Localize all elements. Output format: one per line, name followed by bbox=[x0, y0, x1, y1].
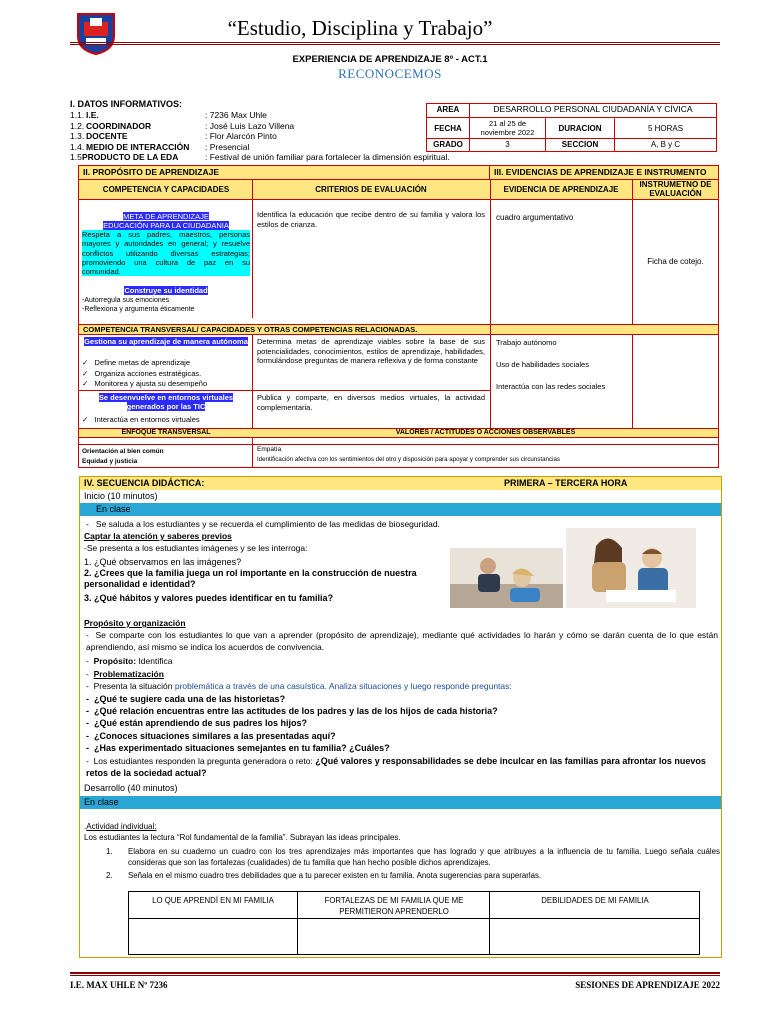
enfoque-1: Orientación al bien común bbox=[82, 448, 164, 455]
enfoque-col1: ENFOQUE TRANSVERSAL bbox=[121, 429, 211, 436]
list-item: ✓ Monitorea y ajusta su desempeño bbox=[82, 379, 208, 388]
comp1-title-wrap bbox=[82, 337, 250, 346]
list-item: - ¿Has experimentado situaciones semejantes en tu familia? ¿Cuáles? bbox=[86, 742, 390, 753]
question-3: 3. ¿Qué hábitos y valores puedes identificar en tu familia? bbox=[84, 593, 334, 603]
list-item: - ¿Qué te sugiere cada una de las historietas? bbox=[86, 694, 286, 704]
table-col-fortalezas: FORTALEZAS DE MI FAMILIA QUE ME PERMITIERON APRENDERLO bbox=[324, 896, 464, 916]
captar-heading: Captar la atención y saberes previos bbox=[84, 531, 232, 541]
list-item: - ¿Qué relación encuentras entre las actitudes de los padres y las de los hijos de cada historia? bbox=[86, 706, 498, 717]
datos-num: 1.5 bbox=[70, 152, 82, 163]
capacidad-1: -Autorregula sus emociones bbox=[82, 297, 170, 304]
secuencia-header bbox=[80, 477, 721, 490]
pregunta-label: ¿Qué relación encuentras entre las actitudes de los padres y las de los hijos de cada historia? bbox=[94, 706, 498, 717]
list-item-label: Monitorea y ajusta su desempeño bbox=[94, 379, 208, 388]
comp2-criterio: Publica y comparte, en diversos medios virtuales, la actividad complementaria. bbox=[257, 393, 485, 412]
pregunta-label: ¿Has experimentado situaciones semejantes en tu familia? ¿Cuáles? bbox=[94, 742, 390, 753]
situacion-text: - Presenta la situación problemática a través de una casuística. Analiza situaciones y luego responde preguntas: bbox=[86, 681, 512, 691]
secuencia-hora: PRIMERA – TERCERA HORA bbox=[504, 478, 628, 488]
paso-2 bbox=[84, 870, 720, 881]
evidencia-item: Interactúa con las redes sociales bbox=[496, 382, 606, 391]
school-logo bbox=[74, 10, 118, 56]
datos-num: 1.3. bbox=[70, 131, 85, 142]
experience-title: EXPERIENCIA DE APRENDIZAJE 8º - ACT.1 bbox=[292, 54, 488, 65]
transversal-header bbox=[79, 324, 490, 335]
en-clase-label: En clase bbox=[96, 504, 131, 514]
paso-1-text: Elabora en su cuaderno un cuadro con los tres aprendizajes más importantes que has logrado y que atribuyes a la influencia de tu familia. Luego señala cuáles consideras que son las fortalezas (cualidades) de tu familia que han hecho posible dichos aprendizajes. bbox=[128, 847, 720, 867]
proposito-section-header bbox=[79, 166, 490, 179]
header-rule bbox=[70, 42, 720, 45]
seccion-value: A, B y C bbox=[614, 138, 717, 152]
duracion-value: 5 HORAS bbox=[614, 117, 717, 139]
comp2-list bbox=[82, 415, 250, 425]
divider bbox=[128, 918, 700, 919]
datos-value: : Festival de unión familiar para fortalecer la dimensión espiritual. bbox=[205, 152, 450, 163]
capacidad-2: -Reflexiona y argumenta éticamente bbox=[82, 306, 195, 313]
problematizacion-line: - Problematización bbox=[86, 669, 164, 679]
meta-text: Respeta a sus padres, maestros, personas mayores y autoridades en general; y resuelve conflictos utilizando diversas estrategias; promoviendo una cultura de paz en su comunidad. bbox=[82, 230, 250, 277]
saludo-text: - Se saluda a los estudiantes y se recuerda el cumplimiento de las medidas de bioseguridad. bbox=[86, 519, 440, 529]
table-col-aprendi: LO QUE APRENDÍ EN MI FAMILIA bbox=[152, 896, 274, 905]
actividad-heading: .Actividad individual: bbox=[84, 822, 157, 831]
family-photo-1 bbox=[450, 548, 563, 608]
pregunta-label: ¿Qué están aprendiendo de sus padres los hijos? bbox=[94, 718, 308, 729]
family-photo-2 bbox=[566, 528, 696, 608]
datos-value: : José Luis Lazo Villena bbox=[205, 120, 295, 131]
datos-row bbox=[70, 152, 490, 163]
divider bbox=[490, 179, 491, 429]
proposito-section-label: II. PROPÓSITO DE APRENDIZAJE bbox=[83, 167, 220, 177]
proposito-text: - Se comparte con los estudiantes lo que van a aprender (propósito de aprendizaje), mediante qué actividades lo harán y cómo se darán cuenta de lo que están aprendiendo, así mismo se indica los acuerdos de convivencia. bbox=[86, 630, 718, 652]
instrumento-text: Ficha de cotejo. bbox=[647, 257, 704, 266]
paso-number: 1. bbox=[106, 847, 113, 856]
datos-num: 1.1. bbox=[70, 110, 85, 120]
pregunta-label: ¿Conoces situaciones similares a las presentadas aquí? bbox=[94, 730, 336, 741]
evidencias-section-label: III. EVIDENCIAS DE APRENDIZAJE E INSTRUMENTO bbox=[494, 167, 707, 177]
fecha-value: 21 al 25 de noviembre 2022 bbox=[469, 117, 546, 139]
list-item-label: Define metas de aprendizaje bbox=[94, 358, 191, 367]
meta-label: META DE APRENDIZAJE bbox=[123, 212, 209, 221]
divider bbox=[489, 891, 490, 955]
comp1-title: Gestiona su aprendizaje de manera autónoma bbox=[84, 337, 248, 346]
area-value: DESARROLLO PERSONAL CIUDADANÍA Y CÍVICA bbox=[469, 103, 717, 118]
en-clase-bar-2 bbox=[80, 796, 721, 809]
transversal-header-fill bbox=[491, 324, 718, 335]
list-item: ✓ Organiza acciones estratégicas. bbox=[82, 368, 202, 378]
presenta-text: -Se presenta a los estudiantes imágenes y se les interroga: bbox=[84, 543, 308, 553]
competencia-label-wrap bbox=[82, 286, 250, 295]
list-item-label: Interactúa en entornos virtuales bbox=[94, 415, 200, 424]
valor-text: Empatía bbox=[257, 446, 282, 453]
footer-rule bbox=[70, 972, 720, 976]
evidencia-item: Uso de habilidades sociales bbox=[496, 360, 589, 369]
duracion-label: DURACION bbox=[545, 117, 615, 139]
proposito-text-label: Se comparte con los estudiantes lo que van a aprender (propósito de aprendizaje), mediante qué actividades lo harán y cómo se darán cuenta de lo que están aprendiendo, así mismo se indica los acuerdos de convivencia. bbox=[86, 630, 718, 652]
pregunta-label: ¿Qué te sugiere cada una de las historietas? bbox=[94, 694, 286, 704]
evidencia-text: cuadro argumentativo bbox=[496, 213, 574, 222]
proposito-line: - Propósito: Identifica bbox=[86, 656, 173, 666]
question-2: 2. ¿Crees que la familia juega un rol importante en la construcción de nuestra personalidad e identidad? bbox=[84, 568, 417, 589]
col-instrumento: INSTRUMETNO DE EVALUACIÓN bbox=[639, 180, 712, 198]
grado-value: 3 bbox=[469, 138, 546, 152]
meta-title: EDUCACIÓN PARA LA CIUDADANIA bbox=[103, 221, 229, 230]
row-divider bbox=[79, 444, 718, 445]
problematizacion-heading: Problematización bbox=[93, 669, 164, 679]
saludo-label: Se saluda a los estudiantes y se recuerda el cumplimiento de las medidas de bioseguridad. bbox=[95, 519, 440, 529]
list-item: - ¿Qué están aprendiendo de sus padres los hijos? bbox=[86, 718, 308, 729]
question-1: 1. ¿Qué observamos en las imágenes? bbox=[84, 557, 242, 567]
list-item: ✓ Define metas de aprendizaje bbox=[82, 358, 191, 367]
paso-1 bbox=[84, 846, 720, 868]
evidencia-item: Trabajo autónomo bbox=[496, 338, 557, 347]
datos-value: : 7236 Max Uhle bbox=[205, 110, 267, 120]
comp2-title: Se desenvuelve en entornos virtuales generados por las TIC bbox=[98, 393, 234, 411]
divider bbox=[252, 438, 253, 468]
datos-num: 1.2. bbox=[70, 120, 85, 131]
proposito-value: Identifica bbox=[138, 656, 173, 666]
datos-num: 1.4. bbox=[70, 141, 85, 152]
competencia-label: Construye su identidad bbox=[124, 286, 208, 295]
comp1-criterio: Determina metas de aprendizaje viables sobre la base de sus potencialidades, conocimientos, estilos de aprendizaje, habilidades, formulándose preguntas de manera reflexiva y de forma constante bbox=[257, 337, 485, 365]
divider bbox=[252, 335, 253, 429]
criterio-text: Identifica la educación que recibe dentro de su familia y valora los estilos de crianza. bbox=[257, 210, 485, 229]
col-evidencia: EVIDENCIA DE APRENDIZAJE bbox=[503, 185, 619, 194]
situacion-label: Presenta la situación bbox=[93, 681, 175, 691]
proposito-heading: Propósito y organización bbox=[84, 618, 186, 628]
en-clase-bar bbox=[80, 503, 721, 516]
area-label: AREA bbox=[426, 103, 470, 118]
en-clase-label-2: En clase bbox=[84, 797, 119, 807]
divider bbox=[297, 891, 298, 955]
desarrollo-label: Desarrollo (40 minutos) bbox=[84, 783, 178, 793]
col-criterios: CRITERIOS DE EVALUACIÓN bbox=[315, 185, 427, 194]
reto-question: ¿Qué valores y responsabilidades se debe inculcar en las familias para afrontar los nuevos retos de la sociedad actual? bbox=[86, 756, 706, 778]
list-item-label: Organiza acciones estratégicas. bbox=[94, 368, 202, 378]
paso-number: 2. bbox=[106, 871, 113, 880]
datos-label: COORDINADOR bbox=[86, 120, 152, 131]
fecha-label: FECHA bbox=[426, 117, 470, 139]
actitud-text: Identificación afectiva con los sentimientos del otro y disposición para apoyar y comprender sus circunstancias bbox=[257, 456, 560, 463]
paso-2-text: Señala en el mismo cuadro tres debilidades que a tu parecer existen en tu familia. Anota sugerencias para superarlas. bbox=[128, 871, 542, 880]
enfoque-col2: VALORES / ACTITUDES O ACCIONES OBSERVABLES bbox=[395, 429, 576, 436]
reto-intro: Los estudiantes responden la pregunta generadora o reto: bbox=[93, 756, 316, 766]
grado-label: GRADO bbox=[426, 138, 470, 152]
actividad-intro: Los estudiantes la lectura “Rol fundamental de la familia”. Subrayan las ideas principales. bbox=[84, 833, 401, 842]
footer-right: SESIONES DE APRENDIZAJE 2022 bbox=[575, 980, 720, 990]
datos-value: : Flor Alarcón Pinto bbox=[205, 131, 277, 142]
footer-left: I.E. MAX UHLE Nº 7236 bbox=[70, 980, 168, 990]
datos-heading: I. DATOS INFORMATIVOS: bbox=[70, 99, 182, 109]
divider bbox=[252, 179, 253, 318]
table-col-debilidades: DEBILIDADES DE MI FAMILIA bbox=[541, 896, 649, 905]
actividad-title: Actividad individual: bbox=[86, 822, 157, 831]
meta-aprendizaje bbox=[82, 212, 250, 230]
datos-value: : Presencial bbox=[205, 141, 250, 152]
preguntas-list bbox=[86, 693, 498, 754]
divider bbox=[632, 179, 633, 429]
proposito-label: Propósito: bbox=[93, 656, 137, 666]
list-item: ✓ Interactúa en entornos virtuales bbox=[82, 415, 200, 424]
evidencias-section-header bbox=[490, 166, 718, 179]
seccion-label: SECCION bbox=[545, 138, 615, 152]
transversal-evidencias bbox=[496, 337, 605, 392]
enfoque-2: Equidad y justicia bbox=[82, 458, 138, 465]
secuencia-title: IV. SECUENCIA DIDÁCTICA: bbox=[84, 478, 205, 488]
datos-label: MEDIO DE INTERACCIÓN bbox=[86, 141, 190, 152]
school-motto: “Estudio, Disciplina y Trabajo” bbox=[227, 16, 493, 40]
list-item: - ¿Conoces situaciones similares a las presentadas aquí? bbox=[86, 730, 336, 741]
inicio-label: Inicio (10 minutos) bbox=[84, 491, 158, 501]
row-divider bbox=[79, 390, 490, 391]
col-competencia: COMPETENCIA Y CAPACIDADES bbox=[102, 185, 230, 194]
session-title: RECONOCEMOS bbox=[338, 66, 442, 81]
situacion-label-blue: problemática a través de una casuística. Analiza situaciones y luego responde preguntas: bbox=[174, 681, 512, 691]
datos-label: DOCENTE bbox=[86, 131, 128, 142]
datos-label: PRODUCTO DE LA EDA bbox=[82, 152, 179, 163]
transversal-header-label: COMPETENCIA TRANSVERSAL/ CAPACIDADES Y OTRAS COMPETENCIAS RELACIONADAS. bbox=[83, 325, 418, 334]
comp2-title-wrap bbox=[82, 393, 250, 411]
comp1-list bbox=[82, 358, 250, 390]
datos-label: I.E. bbox=[86, 110, 99, 120]
reto-text: - Los estudiantes responden la pregunta generadora o reto: ¿Qué valores y responsabilidades se debe inculcar en las familias para afrontar los nuevos retos de la sociedad actual? bbox=[86, 756, 706, 778]
